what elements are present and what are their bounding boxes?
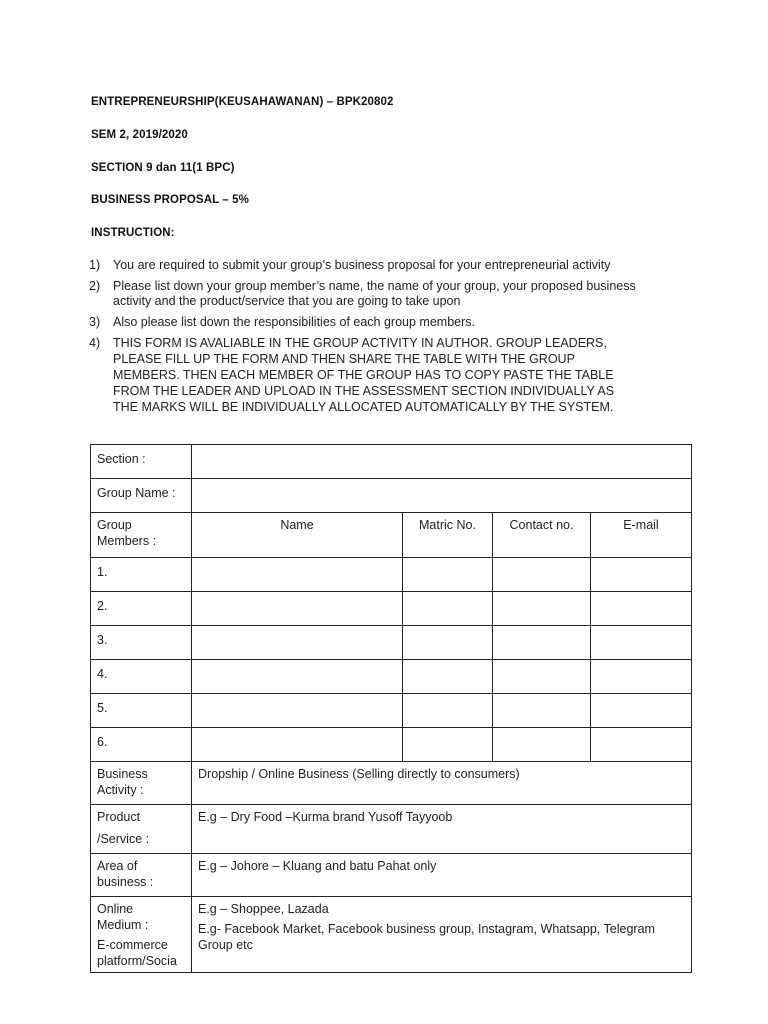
section-field[interactable] (192, 445, 692, 479)
member-contact-cell[interactable] (493, 728, 591, 762)
business-activity-value[interactable]: Dropship / Online Business (Selling directly to consumers) (192, 762, 692, 805)
instruction-text: You are required to submit your group’s business proposal for your entrepreneurial activity (113, 258, 611, 272)
area-value[interactable]: E.g – Johore – Kluang and batu Pahat only (192, 854, 692, 897)
member-name-cell[interactable] (192, 592, 403, 626)
label-line: Activity : (97, 783, 144, 797)
member-contact-cell[interactable] (493, 694, 591, 728)
column-header-matric: Matric No. (403, 513, 493, 558)
instruction-item (89, 315, 689, 331)
online-medium-value[interactable] (192, 897, 692, 973)
label-line: Medium : (97, 918, 149, 932)
member-email-cell[interactable] (591, 558, 692, 592)
business-activity-label (91, 762, 192, 805)
instruction-text: Please list down your group member’s name, the name of your group, your proposed business (113, 278, 636, 293)
instruction-text: THIS FORM IS AVALIABLE IN THE GROUP ACTIVITY IN AUTHOR. GROUP LEADERS, (113, 336, 607, 351)
business-activity-row (91, 762, 692, 805)
instruction-number: 1) (89, 258, 101, 272)
section-line: SECTION 9 dan 11(1 BPC) (91, 162, 235, 174)
member-contact-cell[interactable] (493, 660, 591, 694)
label-line: Area of (97, 859, 138, 873)
member-number: 2. (91, 592, 192, 626)
member-number: 5. (91, 694, 192, 728)
member-contact-cell[interactable] (493, 592, 591, 626)
member-name-cell[interactable] (192, 694, 403, 728)
value-line: Group etc (198, 938, 253, 952)
member-contact-cell[interactable] (493, 626, 591, 660)
instruction-text: FROM THE LEADER AND UPLOAD IN THE ASSESSMENT SECTION INDIVIDUALLY AS (113, 384, 615, 399)
member-name-cell[interactable] (192, 626, 403, 660)
member-matric-cell[interactable] (403, 592, 493, 626)
member-email-cell[interactable] (591, 660, 692, 694)
member-row (91, 728, 692, 762)
instruction-item (89, 279, 689, 310)
area-label (91, 854, 192, 897)
label-line: Online (97, 902, 134, 916)
business-proposal-form (90, 444, 692, 973)
member-row (91, 660, 692, 694)
member-email-cell[interactable] (591, 592, 692, 626)
instruction-text: PLEASE FILL UP THE FORM AND THEN SHARE THE TABLE WITH THE GROUP (113, 352, 575, 367)
members-label (91, 513, 192, 558)
members-label-line: Group (97, 518, 132, 532)
member-contact-cell[interactable] (493, 558, 591, 592)
member-row (91, 558, 692, 592)
instruction-text: Also please list down the responsibilities of each group members. (113, 314, 475, 329)
value-line: E.g- Facebook Market, Facebook business group, Instagram, Whatsapp, Telegram (198, 922, 655, 936)
group-name-field[interactable] (192, 479, 692, 513)
member-matric-cell[interactable] (403, 558, 493, 592)
instruction-text: MEMBERS. THEN EACH MEMBER OF THE GROUP HAS TO COPY PASTE THE TABLE (113, 368, 614, 383)
instruction-number: 2) (89, 278, 101, 293)
column-header-contact: Contact no. (493, 513, 591, 558)
online-medium-row (91, 897, 692, 973)
members-label-line: Members : (97, 534, 157, 548)
group-name-row (91, 479, 692, 513)
instruction-heading: INSTRUCTION: (91, 227, 175, 239)
section-row (91, 445, 692, 479)
member-number: 1. (91, 558, 192, 592)
instruction-item (89, 258, 689, 274)
instruction-item (89, 335, 689, 415)
member-name-cell[interactable] (192, 558, 403, 592)
product-value[interactable]: E.g – Dry Food –Kurma brand Yusoff Tayyoob (192, 805, 692, 854)
label-line: platform/Socia (97, 954, 177, 968)
value-line: E.g – Shoppee, Lazada (198, 902, 329, 916)
online-medium-label (91, 897, 192, 973)
instruction-text: THE MARKS WILL BE INDIVIDUALLY ALLOCATED AUTOMATICALLY BY THE SYSTEM. (113, 400, 614, 415)
member-row (91, 592, 692, 626)
product-row (91, 805, 692, 854)
member-row (91, 626, 692, 660)
column-header-email: E-mail (591, 513, 692, 558)
member-matric-cell[interactable] (403, 626, 493, 660)
member-row (91, 694, 692, 728)
label-line: E-commerce (97, 938, 168, 952)
member-matric-cell[interactable] (403, 694, 493, 728)
course-title: ENTREPRENEURSHIP(KEUSAHAWANAN) – BPK20802 (91, 96, 394, 108)
member-number: 6. (91, 728, 192, 762)
member-matric-cell[interactable] (403, 728, 493, 762)
member-name-cell[interactable] (192, 728, 403, 762)
member-email-cell[interactable] (591, 694, 692, 728)
column-header-name: Name (192, 513, 403, 558)
instruction-text: activity and the product/service that you are going to take upon (113, 294, 461, 309)
member-email-cell[interactable] (591, 626, 692, 660)
instruction-number: 3) (89, 314, 101, 329)
group-name-label: Group Name : (91, 479, 192, 513)
assessment-line: BUSINESS PROPOSAL – 5% (91, 194, 249, 206)
member-number: 3. (91, 626, 192, 660)
label-line: business : (97, 875, 154, 889)
label-line: /Service : (97, 832, 150, 846)
instruction-number: 4) (89, 336, 101, 351)
product-label (91, 805, 192, 854)
member-email-cell[interactable] (591, 728, 692, 762)
member-name-cell[interactable] (192, 660, 403, 694)
section-label: Section : (91, 445, 192, 479)
instruction-list (89, 258, 689, 420)
label-line: Business (97, 767, 148, 781)
member-matric-cell[interactable] (403, 660, 493, 694)
member-number: 4. (91, 660, 192, 694)
semester-line: SEM 2, 2019/2020 (91, 129, 188, 141)
area-row (91, 854, 692, 897)
label-line: Product (97, 810, 141, 824)
members-header-row (91, 513, 692, 558)
